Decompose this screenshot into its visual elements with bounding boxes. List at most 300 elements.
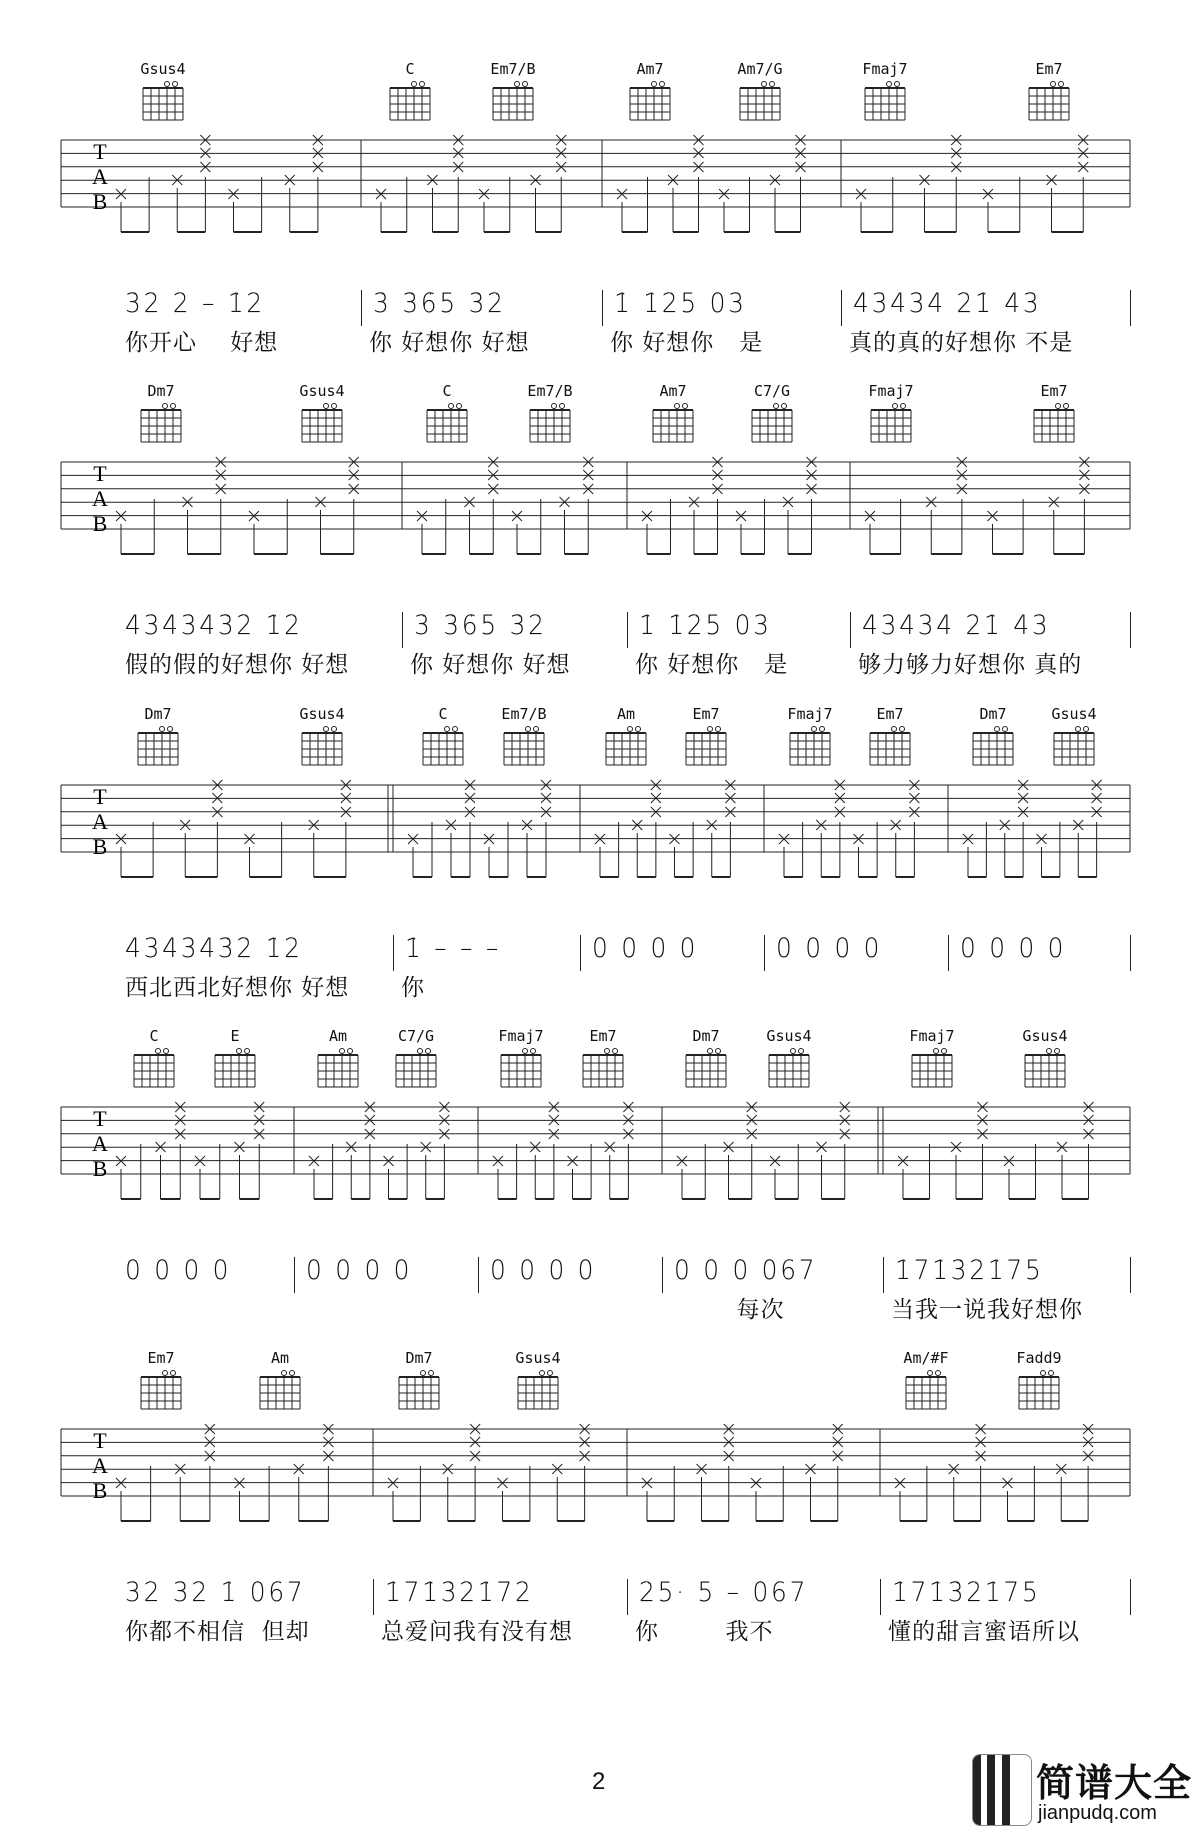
lyrics-line	[0, 324, 1200, 358]
lyric-segment: 真的真的好想你 不是	[849, 330, 1074, 356]
chord-diagram	[131, 382, 191, 444]
chord-grid-icon	[488, 80, 538, 122]
lyrics-line	[0, 969, 1200, 1003]
tab-clef-label: T	[93, 461, 107, 486]
chord-name: Gsus4	[299, 705, 345, 723]
notation-measure: 1̇ 1̇2̇5 03	[639, 610, 772, 641]
tab-strum-mark	[183, 457, 226, 554]
tab-strum-mark	[983, 177, 1020, 232]
chord-name: Em7	[1040, 382, 1068, 400]
chord-grid-icon	[1020, 1047, 1070, 1089]
chord-grid-icon	[625, 80, 675, 122]
tab-strum-mark	[1056, 1424, 1093, 1521]
notation-bar-line	[580, 935, 581, 971]
chord-name: Am	[616, 705, 636, 723]
chord-name: Em7/B	[490, 60, 536, 78]
tab-strum-mark	[309, 1144, 333, 1199]
chord-name: Dm7	[692, 1027, 720, 1045]
chord-grid-icon	[747, 402, 797, 444]
chord-diagram	[861, 382, 921, 444]
tab-clef-label: A	[92, 486, 108, 511]
notation-bar-line	[1130, 935, 1131, 971]
chord-diagram	[730, 60, 790, 122]
tab-clef-label: B	[92, 834, 108, 859]
tab-strum-mark	[1003, 1466, 1035, 1521]
numbered-notation-line	[0, 1577, 1200, 1611]
tab-strum-mark	[235, 1466, 270, 1521]
chord-grid-icon	[496, 1047, 546, 1089]
notation-measure: 434343̇2̇ 1̇2̇	[125, 610, 303, 641]
chord-diagram	[131, 1349, 191, 1411]
tab-strum-mark	[1004, 1144, 1036, 1199]
notation-bar-line	[478, 1257, 479, 1293]
chord-grid-icon	[525, 402, 575, 444]
notation-bar-line	[883, 1257, 884, 1293]
tab-strum-mark	[428, 135, 464, 232]
notation-bar-line	[602, 290, 603, 326]
notation-measure: 0 0 0 0	[125, 1255, 232, 1286]
chord-name: Gsus4	[140, 60, 186, 78]
lyric-segment: 西北西北好想你 好想	[125, 975, 350, 1001]
tab-strum-mark	[116, 822, 153, 877]
notation-bar-line	[294, 1257, 295, 1293]
lyric-segment: 假的假的好想你 好想	[125, 652, 350, 678]
tab-staff	[0, 132, 1200, 242]
chord-grid-icon	[601, 725, 651, 767]
chord-grid-icon	[138, 80, 188, 122]
notation-measure: 1̇71̇3̇2̇1̇75	[895, 1255, 1044, 1286]
tab-strum-mark	[408, 822, 432, 877]
tab-strum-mark	[770, 135, 806, 232]
chord-grid-icon	[297, 402, 347, 444]
tab-strum-mark	[617, 177, 648, 232]
tab-strum-mark	[235, 1102, 265, 1199]
tab-strum-mark	[963, 822, 986, 877]
chord-name: C7/G	[397, 1027, 435, 1045]
tab-strum-mark	[920, 135, 962, 232]
tab-clef-label: A	[92, 164, 108, 189]
chord-grid-icon	[499, 725, 549, 767]
tab-clef-label: T	[93, 784, 107, 809]
tab-strum-mark	[724, 1102, 757, 1199]
chord-grid-icon	[735, 80, 785, 122]
lyrics-line	[0, 1291, 1200, 1325]
tab-strum-mark	[668, 135, 704, 232]
tab-strum-mark	[595, 822, 619, 877]
chord-grid-icon	[418, 725, 468, 767]
notation-measure: 1̇71̇3̇2̇1̇75	[892, 1577, 1041, 1608]
tab-strum-mark	[719, 177, 750, 232]
chord-grid-icon	[764, 1047, 814, 1089]
chord-diagram	[413, 705, 473, 767]
chord-name: Gsus4	[1051, 705, 1097, 723]
tab-strum-mark	[175, 1424, 215, 1521]
chord-grid-icon	[136, 1369, 186, 1411]
chord-name: Am7	[636, 60, 664, 78]
notation-bar-line	[1130, 1257, 1131, 1293]
chord-grid-icon	[1049, 725, 1099, 767]
numbered-notation-line	[0, 1255, 1200, 1289]
tab-strum-mark	[697, 1424, 734, 1521]
chord-grid-icon	[866, 402, 916, 444]
lyric-segment: 总爱问我有没有想	[381, 1619, 573, 1645]
tab-strum-mark	[245, 822, 282, 877]
tab-strum-mark	[285, 135, 323, 232]
tab-strum-mark	[854, 822, 878, 877]
tab-strum-mark	[116, 499, 154, 554]
notation-bar-line	[948, 935, 949, 971]
chord-name: Fadd9	[1016, 1349, 1062, 1367]
tab-strum-mark	[1073, 780, 1101, 877]
tab-strum-mark	[316, 457, 359, 554]
chord-grid-icon	[394, 1369, 444, 1411]
tab-strum-mark	[560, 457, 594, 554]
notation-bar-line	[361, 290, 362, 326]
chord-diagram	[1024, 382, 1084, 444]
chord-name: Em7/B	[501, 705, 547, 723]
chord-diagram	[860, 705, 920, 767]
notation-measure: 2̇5· 5 – 067	[639, 1577, 809, 1608]
chord-grid-icon	[578, 1047, 628, 1089]
tab-strum-mark	[116, 177, 149, 232]
notation-bar-line	[402, 612, 403, 648]
chord-diagram	[128, 705, 188, 767]
lyric-segment: 你开心 好想	[125, 330, 279, 356]
chord-name: Am7/G	[737, 60, 783, 78]
tab-strum-mark	[195, 1144, 220, 1199]
tab-strum-mark	[677, 1144, 705, 1199]
tab-strum-mark	[446, 780, 475, 877]
chord-name: Em7	[147, 1349, 175, 1367]
chord-name: Em7/B	[527, 382, 573, 400]
chord-name: Fmaj7	[498, 1027, 544, 1045]
chord-name: Am7	[659, 382, 687, 400]
tab-clef-label: B	[92, 1156, 108, 1181]
tab-strum-mark	[229, 177, 262, 232]
chord-diagram	[124, 1027, 184, 1089]
chord-diagram	[896, 1349, 956, 1411]
chord-diagram	[855, 60, 915, 122]
chord-diagram	[205, 1027, 265, 1089]
chord-name: Am	[328, 1027, 348, 1045]
chord-diagram	[250, 1349, 310, 1411]
lyrics-line	[0, 646, 1200, 680]
chord-diagram	[1009, 1349, 1069, 1411]
tab-strum-mark	[707, 780, 736, 877]
lyric-segment: 你	[401, 975, 425, 1001]
tab-strum-mark	[568, 1144, 592, 1199]
tab-strum-mark	[642, 499, 671, 554]
notation-measure: 0 0 0 0	[960, 933, 1067, 964]
tab-strum-mark	[689, 457, 723, 554]
chord-diagram	[596, 705, 656, 767]
chord-grid-icon	[129, 1047, 179, 1089]
tab-strum-mark	[951, 1102, 988, 1199]
tab-strum-mark	[1037, 822, 1060, 877]
chord-diagram	[389, 1349, 449, 1411]
chord-name: Dm7	[979, 705, 1007, 723]
chord-name: Fmaj7	[868, 382, 914, 400]
tab-strum-mark	[949, 1424, 986, 1521]
chord-diagram	[1044, 705, 1104, 767]
tab-strum-mark	[294, 1424, 334, 1521]
chord-diagram	[963, 705, 1023, 767]
chord-grid-icon	[385, 80, 435, 122]
chord-grid-icon	[648, 402, 698, 444]
chord-name: Fmaj7	[862, 60, 908, 78]
tab-strum-mark	[421, 1102, 450, 1199]
chord-diagram	[520, 382, 580, 444]
lyric-segment: 你 好想你 好想	[410, 652, 571, 678]
tab-strum-mark	[522, 780, 551, 877]
tab-strum-mark	[1057, 1102, 1094, 1199]
notation-measure: 43434 2̇1̇ 43	[862, 610, 1051, 641]
tab-strum-mark	[898, 1144, 930, 1199]
notation-measure: 1̇ 1̇2̇5 03	[614, 288, 747, 319]
chord-grid-icon	[1024, 80, 1074, 122]
chord-grid-icon	[255, 1369, 305, 1411]
tab-clef-label: A	[92, 1131, 108, 1156]
tab-strum-mark	[530, 1102, 559, 1199]
tab-strum-mark	[865, 499, 901, 554]
tab-strum-mark	[156, 1102, 186, 1199]
chord-diagram	[1015, 1027, 1075, 1089]
tab-strum-mark	[249, 499, 287, 554]
tab-strum-mark	[512, 499, 541, 554]
chord-diagram	[508, 1349, 568, 1411]
site-logo	[972, 1752, 1196, 1828]
chord-grid-icon	[681, 1047, 731, 1089]
chord-grid-icon	[313, 1047, 363, 1089]
chord-diagram	[133, 60, 193, 122]
chord-name: C	[442, 382, 452, 400]
logo-site: jianpudq.com	[1038, 1802, 1157, 1824]
chord-diagram	[780, 705, 840, 767]
tab-strum-mark	[751, 1466, 783, 1521]
tab-strum-mark	[376, 177, 407, 232]
tab-strum-mark	[417, 499, 446, 554]
notation-measure: 43434 2̇1̇ 43	[853, 288, 1042, 319]
notation-bar-line	[627, 1579, 628, 1615]
tab-clef-label: B	[92, 1478, 108, 1503]
tab-strum-mark	[498, 1466, 530, 1521]
notation-bar-line	[373, 1579, 374, 1615]
chord-diagram	[573, 1027, 633, 1089]
tab-strum-mark	[309, 780, 351, 877]
notation-bar-line	[393, 935, 394, 971]
chord-name: C	[438, 705, 448, 723]
chord-grid-icon	[901, 1369, 951, 1411]
chord-diagram	[494, 705, 554, 767]
tab-strum-mark	[895, 1466, 927, 1521]
tab-strum-mark	[484, 822, 508, 877]
chord-name: Gsus4	[766, 1027, 812, 1045]
chord-grid-icon	[136, 402, 186, 444]
chord-name: Gsus4	[1022, 1027, 1068, 1045]
tab-strum-mark	[736, 499, 765, 554]
chord-grid-icon	[785, 725, 835, 767]
chord-diagram	[491, 1027, 551, 1089]
tab-clef-label: T	[93, 139, 107, 164]
tab-strum-mark	[891, 780, 920, 877]
lyric-segment: 当我一说我好想你	[891, 1297, 1083, 1323]
lyric-segment: 你都不相信 但却	[125, 1619, 310, 1645]
chord-name: E	[230, 1027, 240, 1045]
tab-strum-mark	[443, 1424, 480, 1521]
chord-name: C	[405, 60, 415, 78]
lyric-segment: 你 好想你 是	[635, 652, 789, 678]
notation-measure: 3̇ 3̇6̇5 3̇2̇	[414, 610, 547, 641]
notation-bar-line	[1130, 612, 1131, 648]
chord-grid-icon	[1029, 402, 1079, 444]
notation-bar-line	[1130, 290, 1131, 326]
chord-diagram	[759, 1027, 819, 1089]
chord-diagram	[417, 382, 477, 444]
chord-diagram	[380, 60, 440, 122]
tab-clef-label: T	[93, 1428, 107, 1453]
tab-strum-mark	[670, 822, 694, 877]
tab-strum-mark	[116, 1466, 151, 1521]
tab-strum-mark	[1049, 457, 1090, 554]
chord-diagram	[1019, 60, 1079, 122]
chord-name: Fmaj7	[909, 1027, 955, 1045]
notation-measure: 32 32̇ 1̇ 067	[125, 1577, 306, 1608]
tab-strum-mark	[531, 135, 567, 232]
lyrics-line	[0, 1613, 1200, 1647]
chord-name: Em7	[692, 705, 720, 723]
page-number: 2	[592, 1768, 606, 1795]
tab-strum-mark	[479, 177, 510, 232]
chord-name: Dm7	[147, 382, 175, 400]
tab-strum-mark	[632, 780, 661, 877]
tab-strum-mark	[783, 457, 817, 554]
chord-diagram	[742, 382, 802, 444]
chord-name: Fmaj7	[787, 705, 833, 723]
lyric-segment: 懂的甜言蜜语所以	[888, 1619, 1080, 1645]
tab-clef-label: B	[92, 189, 108, 214]
chord-name: Em7	[1035, 60, 1063, 78]
chord-grid-icon	[681, 725, 731, 767]
chord-name: Gsus4	[515, 1349, 561, 1367]
tab-staff	[0, 1421, 1200, 1531]
chord-grid-icon	[907, 1047, 957, 1089]
lyric-segment: 你 好想你 是	[610, 330, 764, 356]
notation-measure: 3̇2̇ 2̇ – 1̇2̇	[125, 288, 265, 319]
tab-strum-mark	[384, 1144, 408, 1199]
logo-title: 简谱大全	[1036, 1763, 1193, 1805]
notation-measure: 0 0 0 0	[776, 933, 883, 964]
notation-measure: 0 0 0 067	[674, 1255, 818, 1286]
tab-strum-mark	[605, 1102, 634, 1199]
tab-strum-mark	[856, 177, 893, 232]
chord-name: Dm7	[144, 705, 172, 723]
chord-diagram	[292, 382, 352, 444]
lyric-segment: 你 好想你 好想	[369, 330, 530, 356]
chord-grid-icon	[391, 1047, 441, 1089]
tab-strum-mark	[817, 1102, 850, 1199]
tab-clef-label: B	[92, 511, 108, 536]
chord-name: Gsus4	[299, 382, 345, 400]
tab-strum-mark	[816, 780, 845, 877]
chord-diagram	[676, 705, 736, 767]
tab-strum-mark	[1047, 135, 1089, 232]
chord-name: C	[149, 1027, 159, 1045]
chord-diagram	[643, 382, 703, 444]
notation-measure: 0 0 0 0	[490, 1255, 597, 1286]
tab-strum-mark	[388, 1466, 420, 1521]
tab-strum-mark	[116, 1144, 141, 1199]
tab-strum-mark	[552, 1424, 589, 1521]
chord-diagram	[902, 1027, 962, 1089]
tab-staff	[0, 777, 1200, 887]
notation-measure: 3̇ 3̇6̇5 3̇2̇	[373, 288, 506, 319]
chord-grid-icon	[133, 725, 183, 767]
chord-name: Dm7	[405, 1349, 433, 1367]
notation-bar-line	[841, 290, 842, 326]
chord-grid-icon	[968, 725, 1018, 767]
chord-diagram	[292, 705, 352, 767]
tab-strum-mark	[465, 457, 499, 554]
numbered-notation-line	[0, 288, 1200, 322]
lyric-segment: 每次	[670, 1297, 785, 1323]
chord-grid-icon	[865, 725, 915, 767]
piano-keys-icon	[972, 1754, 1032, 1826]
tab-strum-mark	[642, 1466, 674, 1521]
chord-grid-icon	[1014, 1369, 1064, 1411]
chord-name: Am	[270, 1349, 290, 1367]
notation-bar-line	[1130, 1579, 1131, 1615]
notation-bar-line	[850, 612, 851, 648]
chord-grid-icon	[422, 402, 472, 444]
chord-diagram	[386, 1027, 446, 1089]
notation-measure: 0 0 0 0	[592, 933, 699, 964]
notation-measure: 1̇71̇3̇2̇1̇72̇	[385, 1577, 534, 1608]
chord-name: Em7	[589, 1027, 617, 1045]
tab-strum-mark	[1000, 780, 1028, 877]
chord-diagram	[676, 1027, 736, 1089]
notation-bar-line	[764, 935, 765, 971]
chord-grid-icon	[297, 725, 347, 767]
tab-strum-mark	[926, 457, 967, 554]
lyric-segment: 你 我不	[635, 1619, 774, 1645]
chord-diagram	[620, 60, 680, 122]
numbered-notation-line	[0, 610, 1200, 644]
tab-strum-mark	[988, 499, 1024, 554]
chord-grid-icon	[513, 1369, 563, 1411]
tab-staff	[0, 454, 1200, 564]
chord-name: C7/G	[753, 382, 791, 400]
lyric-segment: 够力够力好想你 真的	[858, 652, 1083, 678]
chord-diagram	[308, 1027, 368, 1089]
tab-clef-label: A	[92, 809, 108, 834]
tab-staff	[0, 1099, 1200, 1209]
tab-strum-mark	[346, 1102, 375, 1199]
tab-clef-label: T	[93, 1106, 107, 1131]
notation-measure: 434343̇2̇ 1̇2̇	[125, 933, 303, 964]
tab-clef-label: A	[92, 1453, 108, 1478]
chord-grid-icon	[860, 80, 910, 122]
notation-measure: 0 0 0 0	[306, 1255, 413, 1286]
chord-grid-icon	[210, 1047, 260, 1089]
notation-bar-line	[880, 1579, 881, 1615]
tab-strum-mark	[493, 1144, 517, 1199]
chord-name: Em7	[876, 705, 904, 723]
notation-bar-line	[662, 1257, 663, 1293]
tab-strum-mark	[770, 1144, 798, 1199]
tab-strum-mark	[779, 822, 803, 877]
tab-strum-mark	[180, 780, 222, 877]
chord-name: Am/#F	[903, 1349, 949, 1367]
